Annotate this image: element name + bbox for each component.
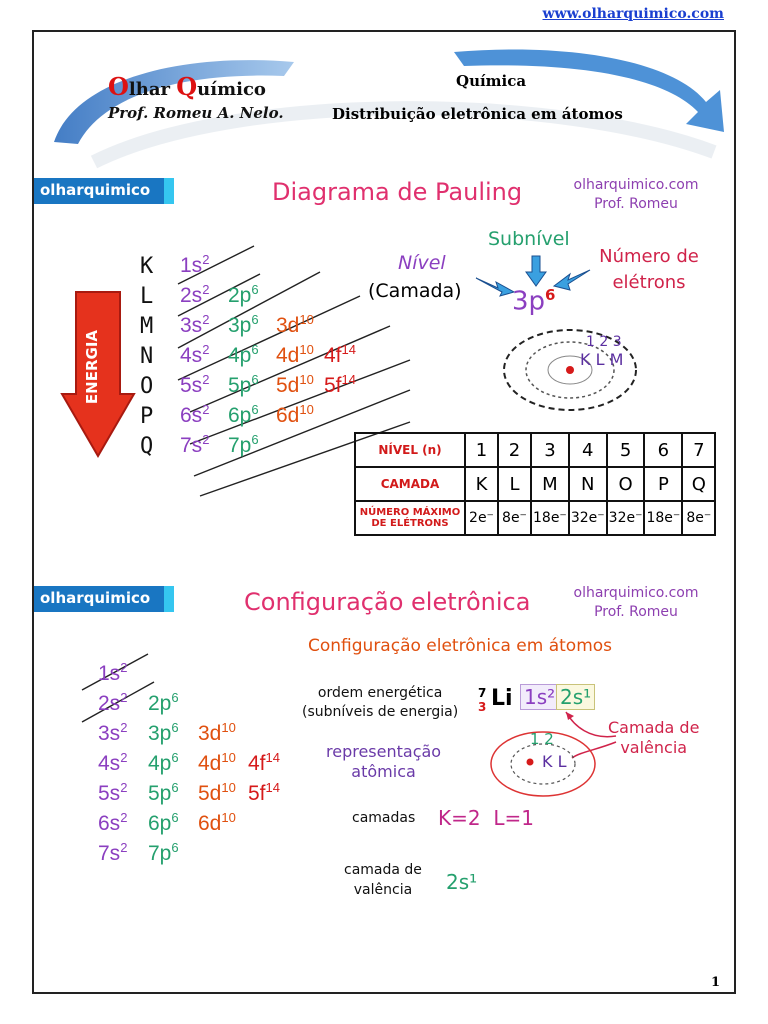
subshell-label: 4s <box>180 344 203 367</box>
subshell-2p <box>228 282 259 308</box>
subshell-electrons: 10 <box>299 342 314 357</box>
site-link[interactable]: www.olharquimico.com <box>542 6 724 22</box>
subshell-label: 3p <box>228 314 252 337</box>
subshell-label: 2s <box>180 284 203 307</box>
nivel-label: Nível <box>398 252 446 274</box>
subshell-label: 7p <box>148 842 172 865</box>
table-cell: 18e⁻ <box>531 501 569 535</box>
subshell-1s <box>98 660 127 686</box>
subshell-label: 2s <box>98 692 121 715</box>
table-cell: 18e⁻ <box>644 501 682 535</box>
numero-eletrons-label <box>594 244 704 296</box>
subshell-label: 5d <box>276 374 300 397</box>
subshell-electrons: 2 <box>202 282 210 297</box>
section2-credit <box>566 584 706 622</box>
valencia-line1: camada de <box>344 862 422 878</box>
shell-letter: N <box>140 344 154 369</box>
subshell-4s <box>180 342 209 368</box>
subshell-5s <box>98 780 127 806</box>
table-cell: 6 <box>644 433 682 467</box>
table-cell: M <box>531 467 569 501</box>
table-cell: 4 <box>569 433 607 467</box>
subshell-electrons: 2 <box>202 402 210 417</box>
subshell-4f <box>324 342 356 368</box>
table-cell: O <box>607 467 645 501</box>
subshell-electrons: 10 <box>221 750 236 765</box>
rep-line1: representação <box>326 742 442 761</box>
table-cell: P <box>644 467 682 501</box>
valencia-label <box>344 860 422 900</box>
example-subshell <box>512 286 555 317</box>
camadas-label: camadas <box>352 810 416 826</box>
subshell-electrons: 10 <box>299 312 314 327</box>
brand-part-2: uímico <box>197 79 266 100</box>
subshell-5p <box>228 372 259 398</box>
table-cell: 8e⁻ <box>682 501 715 535</box>
subshell-electrons: 6 <box>251 342 259 357</box>
shell-letter: P <box>140 404 154 429</box>
subshell-electrons: 14 <box>341 342 356 357</box>
element-numbers <box>478 686 486 714</box>
subshell-electrons: 2 <box>202 372 210 387</box>
section2-tag: olharquimico <box>34 586 174 612</box>
subshell-label: 5s <box>98 782 121 805</box>
subshell-label: 1s <box>98 662 121 685</box>
subshell-label: 5d <box>198 782 222 805</box>
subshell-electrons: 14 <box>265 780 280 795</box>
element-symbol: Li <box>491 686 513 711</box>
credit-author: Prof. Romeu <box>594 196 678 212</box>
subshell-label: 1s <box>180 254 203 277</box>
subshell-3p <box>148 720 179 746</box>
subshell-5s <box>180 372 209 398</box>
page-number: 1 <box>710 975 720 990</box>
subshell-electrons: 10 <box>299 372 314 387</box>
subshell-7p <box>228 432 259 458</box>
subshell-4f <box>248 750 280 776</box>
subshell-label: 4d <box>198 752 222 775</box>
atom2-shell-numbers: 1 2 <box>530 730 554 748</box>
subshell-electrons: 2 <box>120 810 128 825</box>
subshell-electrons: 6 <box>171 750 179 765</box>
subshell-label: 3p <box>148 722 172 745</box>
ordem-line1: ordem energética <box>317 685 443 701</box>
table-cell: N <box>569 467 607 501</box>
valencia-value: 2s¹ <box>446 870 478 894</box>
subshell-electrons: 2 <box>202 312 210 327</box>
ordem-line2: (subníveis de energia) <box>302 704 459 720</box>
subshell-electrons: 6 <box>171 810 179 825</box>
subshell-2p <box>148 690 179 716</box>
table-cell: 32e⁻ <box>607 501 645 535</box>
topic-title: Distribuição eletrônica em átomos <box>332 105 623 123</box>
subshell-electrons: 10 <box>221 810 236 825</box>
subshell-6p <box>228 402 259 428</box>
subshell-electrons: 10 <box>221 720 236 735</box>
section1-credit <box>566 176 706 214</box>
subshell-electrons: 6 <box>251 432 259 447</box>
subshell-3p <box>228 312 259 338</box>
subshell-label: 4s <box>98 752 121 775</box>
ordem-energetica-label <box>302 684 458 722</box>
subshell-5d <box>198 780 236 806</box>
subshell-electrons: 2 <box>120 780 128 795</box>
subshell-label: 6d <box>276 404 300 427</box>
table-cell: 8e⁻ <box>498 501 531 535</box>
atom2-shell-letters: K L <box>542 752 567 771</box>
subshell-label: 6p <box>228 404 252 427</box>
subshell-electrons: 6 <box>251 372 259 387</box>
valencia-line2: valência <box>353 882 413 898</box>
subshell-4s <box>98 750 127 776</box>
author-name: Prof. Romeu A. Nelo. <box>108 104 284 122</box>
energy-label: ENERGIA <box>83 329 101 405</box>
subshell-4d <box>198 750 236 776</box>
subshell-3s <box>98 720 127 746</box>
table-header: CAMADA <box>355 467 465 501</box>
section1-tag: olharquimico <box>34 178 174 204</box>
subshell-label: 7p <box>228 434 252 457</box>
subshell-electrons: 2 <box>120 840 128 855</box>
brand-part-1: lhar <box>128 79 177 100</box>
table-cell: 7 <box>682 433 715 467</box>
table-cell: Q <box>682 467 715 501</box>
subshell-label: 4f <box>248 752 266 775</box>
atom-shell-numbers: 1 2 3 <box>586 334 622 350</box>
subshell-electrons: 6 <box>171 840 179 855</box>
camada-label: (Camada) <box>368 280 462 302</box>
levels-table <box>354 432 716 536</box>
representacao-atomica-label <box>326 742 441 782</box>
subshell-3s <box>180 312 209 338</box>
subshell-label: 7s <box>180 434 203 457</box>
subshell-electrons: 10 <box>299 402 314 417</box>
subshell-label: 3d <box>276 314 300 337</box>
table-cell: 2 <box>498 433 531 467</box>
subshell-electrons: 10 <box>221 780 236 795</box>
example-base: 3p <box>512 286 546 317</box>
credit-site: olharquimico.com <box>573 177 699 193</box>
subshell-label: 6d <box>198 812 222 835</box>
subshell-5f <box>324 372 356 398</box>
numero-line1: Número de <box>599 246 699 267</box>
subshell-2s <box>98 690 127 716</box>
subshell-electrons: 6 <box>251 402 259 417</box>
subshell-6s <box>180 402 209 428</box>
config-1s: 1s² <box>520 684 559 710</box>
subshell-1s <box>180 252 209 278</box>
subshell-label: 3d <box>198 722 222 745</box>
atomic-number: 3 <box>478 700 487 714</box>
subshell-label: 5p <box>228 374 252 397</box>
table-cell: 5 <box>607 433 645 467</box>
shell-letter: L <box>140 284 154 309</box>
subshell-7s <box>98 840 127 866</box>
subshell-electrons: 6 <box>251 282 259 297</box>
subshell-label: 5p <box>148 782 172 805</box>
atom-shell-letters: K L M <box>580 350 624 369</box>
table-cell: 3 <box>531 433 569 467</box>
brand-cap-o: O <box>108 72 129 101</box>
subshell-4p <box>148 750 179 776</box>
table-row <box>355 433 715 467</box>
brand-cap-q: Q <box>176 72 198 101</box>
example-exponent: 6 <box>545 286 556 304</box>
subshell-label: 2p <box>228 284 252 307</box>
subshell-label: 5s <box>180 374 203 397</box>
subshell-label: 4f <box>324 344 342 367</box>
section2-title: Configuração eletrônica <box>244 588 531 616</box>
shell-letter: M <box>140 314 154 339</box>
section1-title: Diagrama de Pauling <box>272 178 523 206</box>
callout-line1: Camada de <box>608 718 700 737</box>
table-cell: 32e⁻ <box>569 501 607 535</box>
subshell-label: 3s <box>180 314 203 337</box>
brand-logo-text <box>108 72 266 101</box>
shell-letter: O <box>140 374 154 399</box>
subshell-electrons: 14 <box>265 750 280 765</box>
rep-line2: atômica <box>351 762 416 781</box>
subshell-4p <box>228 342 259 368</box>
subshell-electrons: 2 <box>120 720 128 735</box>
subshell-electrons: 6 <box>171 690 179 705</box>
callout-line2: valência <box>620 738 688 757</box>
camada-valencia-callout <box>608 718 699 758</box>
subshell-electrons: 2 <box>202 342 210 357</box>
credit-site: olharquimico.com <box>573 585 699 601</box>
subshell-3d <box>276 312 314 338</box>
subshell-electrons: 6 <box>171 720 179 735</box>
shell-letter: K <box>140 254 154 279</box>
subshell-2s <box>180 282 209 308</box>
camadas-value: K=2 L=1 <box>438 806 534 830</box>
subshell-electrons: 2 <box>120 660 128 675</box>
subshell-label: 3s <box>98 722 121 745</box>
subshell-4d <box>276 342 314 368</box>
table-cell: 1 <box>465 433 498 467</box>
table-cell: L <box>498 467 531 501</box>
subshell-label: 7s <box>98 842 121 865</box>
subshell-5d <box>276 372 314 398</box>
mass-number: 7 <box>478 686 487 700</box>
subnivel-label: Subnível <box>488 228 570 250</box>
subshell-label: 5f <box>324 374 342 397</box>
table-row <box>355 501 715 535</box>
subshell-7p <box>148 840 179 866</box>
subshell-electrons: 6 <box>251 312 259 327</box>
subshell-electrons: 2 <box>120 690 128 705</box>
shell-letters-column <box>140 252 153 462</box>
subshell-label: 4p <box>228 344 252 367</box>
credit-author: Prof. Romeu <box>594 604 678 620</box>
subshell-label: 5f <box>248 782 266 805</box>
subshell-label: 4d <box>276 344 300 367</box>
table-cell: K <box>465 467 498 501</box>
subshell-label: 6s <box>98 812 121 835</box>
shell-letter: Q <box>140 434 154 459</box>
header-swoosh-decoration <box>34 32 734 172</box>
subshell-label: 6p <box>148 812 172 835</box>
subshell-3d <box>198 720 236 746</box>
table-cell: 2e⁻ <box>465 501 498 535</box>
table-header: NÍVEL (n) <box>355 433 465 467</box>
subshell-label: 2p <box>148 692 172 715</box>
numero-line2: elétrons <box>612 272 686 293</box>
subshell-7s <box>180 432 209 458</box>
section2-subtitle: Configuração eletrônica em átomos <box>308 636 613 656</box>
subshell-electrons: 2 <box>120 750 128 765</box>
subshell-5f <box>248 780 280 806</box>
subshell-6d <box>198 810 236 836</box>
subshell-5p <box>148 780 179 806</box>
subshell-label: 6s <box>180 404 203 427</box>
subshell-electrons: 2 <box>202 252 210 267</box>
subshell-6d <box>276 402 314 428</box>
subshell-electrons: 6 <box>171 780 179 795</box>
subject-title: Química <box>456 72 527 90</box>
subshell-electrons: 2 <box>202 432 210 447</box>
subshell-6p <box>148 810 179 836</box>
config-2s: 2s¹ <box>556 684 595 710</box>
subshell-electrons: 14 <box>341 372 356 387</box>
subshell-6s <box>98 810 127 836</box>
subshell-label: 4p <box>148 752 172 775</box>
table-header: NÚMERO MÁXIMO DE ELÉTRONS <box>355 501 465 535</box>
table-row <box>355 467 715 501</box>
